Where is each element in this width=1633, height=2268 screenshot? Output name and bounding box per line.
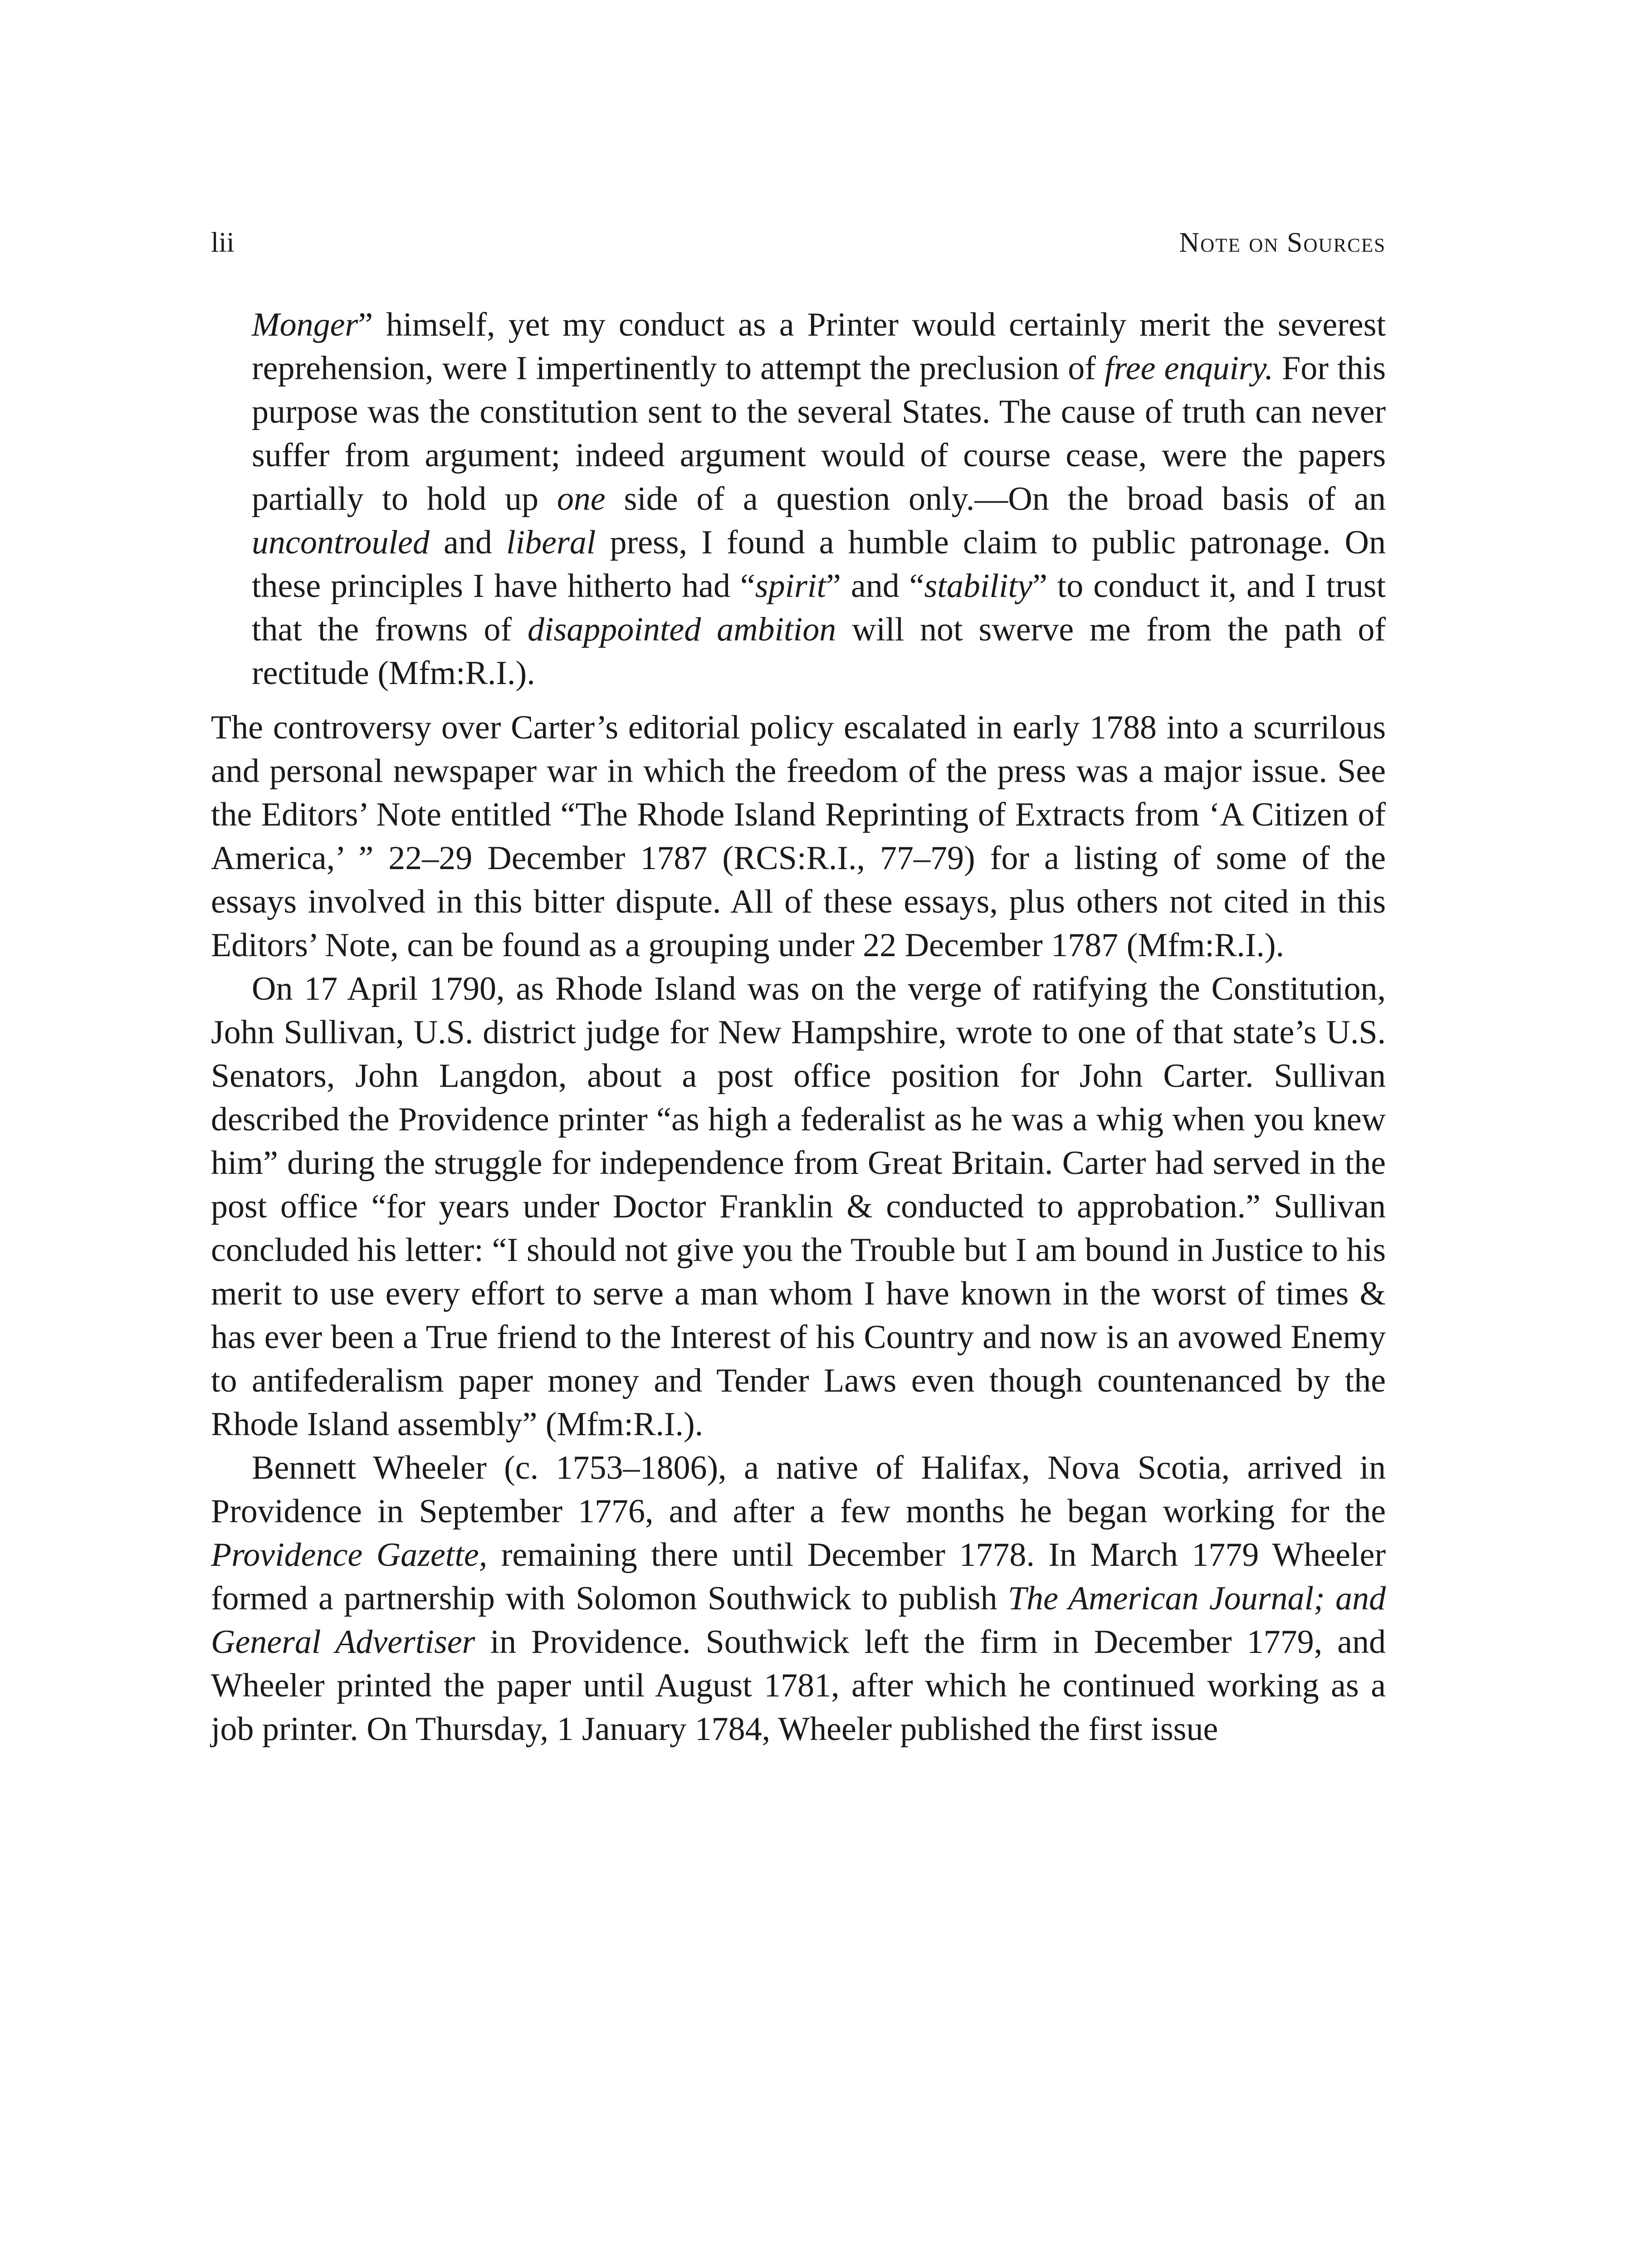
quote-italic-stability: stability [924, 567, 1032, 605]
paragraph-bennett-wheeler [211, 1446, 1386, 1751]
quote-italic-disappointed-ambition: disappointed ambition [527, 611, 836, 648]
paragraph-text: in Providence. Southwick left the firm in December 1779, and Wheeler printed the paper until August 1781, after which he continued working as a job printer. On Thursday, 1 January 1784, Wheeler published the first issue [211, 1623, 1386, 1748]
page-body [211, 303, 1386, 1751]
quote-text: and [429, 524, 507, 561]
paragraph-sullivan-letter: On 17 April 1790, as Rhode Island was on the verge of ratifying the Constitution, John Sullivan, U.S. district judge for New Hampshire, wrote to one of that state’s U.S. Senators, John Langdon, about a post office position for John Carter. Sullivan described the Providence printer “as high a federalist as he was a whig when you knew him” during the struggle for independence from Great Britain. Carter had served in the post office “for years under Doctor Franklin & conducted to approbation.” Sullivan concluded his letter: “I should not give you the Trouble but I am bound in Justice to his merit to use every effort to serve a man whom I have known in the worst of times & has ever been a True friend to the Interest of his Country and now is an avowed Enemy to antifederalism paper money and Tender Laws even though countenanced by the Rhode Island assembly” (Mfm:R.I.). [211, 970, 1386, 1443]
italic-providence-gazette: Providence Gazette, [211, 1536, 488, 1574]
running-head [211, 222, 1386, 263]
quote-italic-free-enquiry: free enquiry. [1105, 350, 1273, 387]
quote-text: ” himself, yet my conduct as a Printer would certainly merit the severest reprehension, were I impertinently to attempt the preclusion of [252, 306, 1386, 387]
quote-text: For this purpose was the constitution sent to the several States. The cause of truth can never suffer from argument; indeed argument would of course cease, were the papers partially to hold up [252, 350, 1386, 518]
paragraph-text: remaining there until December 1778. In March 1779 Wheeler formed a partnership with Solomon Southwick to publish [211, 1536, 1386, 1617]
page-number: lii [211, 227, 235, 258]
quote-italic-uncontrouled: uncontrouled [252, 524, 430, 561]
quote-text: will not swerve me from the path of rectitude (Mfm:R.I.). [252, 611, 1386, 692]
paragraph-controversy: The controversy over Carter’s editorial policy escalated in early 1788 into a scurrilous and personal newspaper war in which the freedom of the press was a major issue. See the Editors’ Note entitled “The Rhode Island Reprinting of Extracts from ‘A Citizen of America,’ ” 22–29 December 1787 (RCS:R.I., 77–79) for a listing of some of the essays involved in this bitter dispute. All of these essays, plus others not cited in this Editors’ Note, can be found as a grouping under 22 December 1787 (Mfm:R.I.). [211, 709, 1386, 964]
quote-italic-spirit: spirit [755, 567, 826, 605]
quote-text: press, I found a humble claim to public patronage. On these principles I have hitherto had “ [252, 524, 1386, 605]
quote-text: ” to conduct it, and I trust that the frowns of [252, 567, 1386, 648]
running-head-title: Note on Sources [1179, 227, 1386, 258]
quote-italic-liberal: liberal [506, 524, 596, 561]
paragraph-text: Bennett Wheeler (c. 1753–1806), a native of Halifax, Nova Scotia, arrived in Providence in September 1776, and after a few months he began working for the [211, 1449, 1386, 1530]
quote-italic-monger: Monger [252, 306, 358, 343]
quote-text: ” and “ [826, 567, 924, 605]
quote-text: side of a question only.—On the broad basis of an [605, 480, 1386, 518]
quote-italic-one: one [557, 480, 606, 518]
italic-american-journal: The American Journal; and General Advertiser [211, 1580, 1386, 1661]
block-quote [252, 303, 1386, 695]
